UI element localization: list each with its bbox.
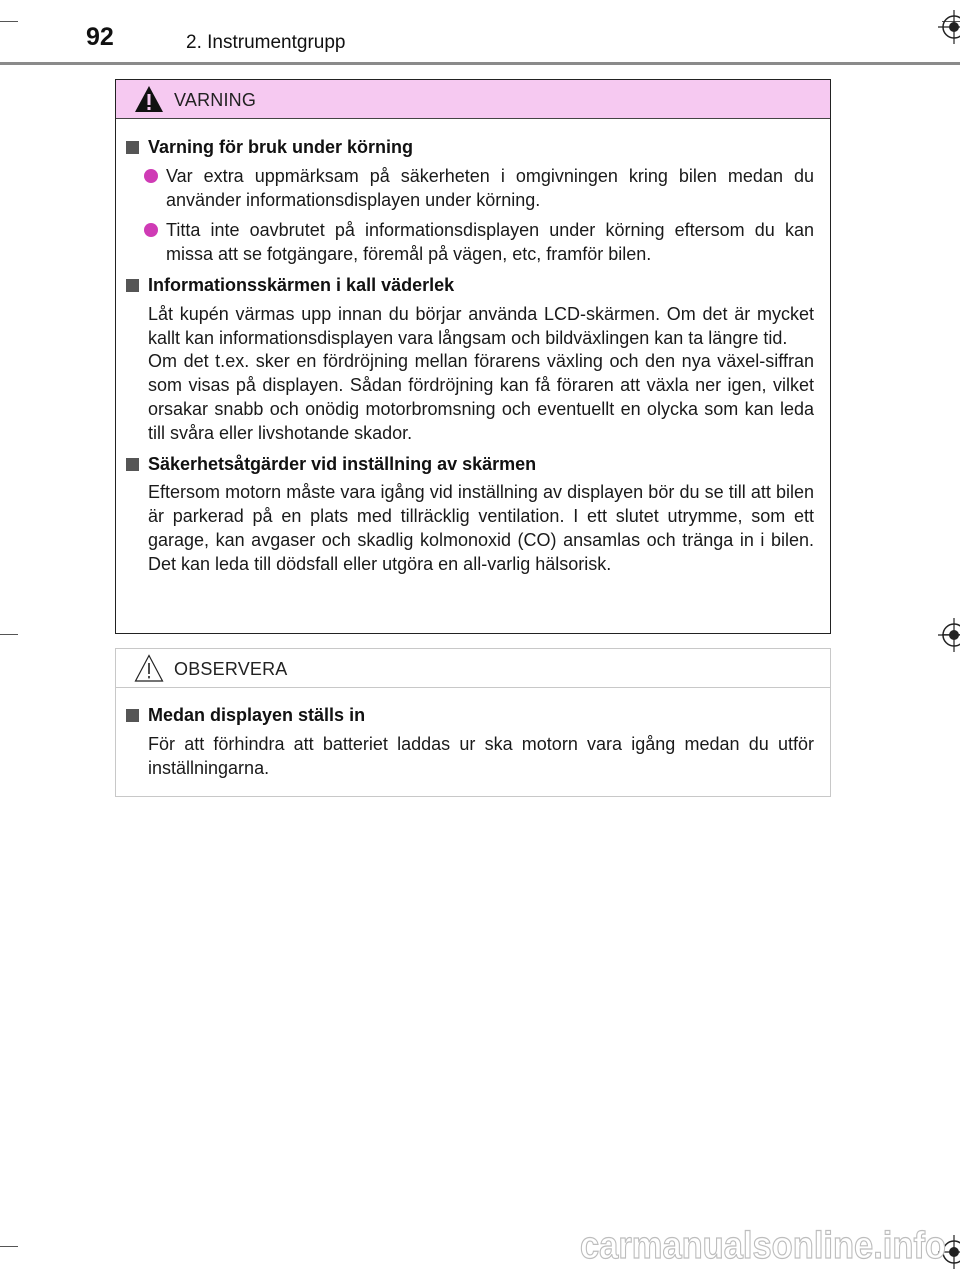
warning-header <box>116 80 830 119</box>
caution-triangle-icon <box>134 654 164 682</box>
paragraph-text: Om det t.ex. sker en fördröjning mellan förarens växling och den nya växel-siffran som visas på displayen. Sådan fördröjning kan få föraren att växla ner igen, vilket orsakar snabb och onödig motorbromsning och eventuellt en olycka som kan leda till svåra eller livshotande skador. <box>148 351 814 443</box>
watermark-text: carmanualsonline.info <box>580 1225 946 1267</box>
paragraph-text: För att förhindra att batteriet laddas ur ska motorn vara igång medan du utför inställningarna. <box>148 733 814 778</box>
header-rule <box>0 62 960 65</box>
crop-mark <box>0 21 18 22</box>
warning-label: VARNING <box>174 90 257 110</box>
crop-mark <box>0 634 18 635</box>
paragraph-text: Låt kupén värmas upp innan du börjar använda LCD-skärmen. Om det är mycket kallt kan informationsdisplayen vara långsam och bildväxlingen kan ta längre tid. <box>148 303 814 348</box>
caution-label: OBSERVERA <box>174 659 288 679</box>
warning-body <box>116 136 830 577</box>
section-heading: Säkerhetsåtgärder vid inställning av skärmen <box>124 453 814 477</box>
section-paragraph <box>124 733 814 781</box>
circle-bullet-icon <box>144 169 158 183</box>
section-paragraph <box>124 303 814 446</box>
square-bullet-icon <box>126 279 139 292</box>
square-bullet-icon <box>126 141 139 154</box>
circle-bullet-icon <box>144 223 158 237</box>
bullet-item: Var extra uppmärksam på säkerheten i omgivningen kring bilen medan du använder informationsdisplayen under körning. <box>124 165 814 213</box>
section-paragraph <box>124 481 814 576</box>
page-header <box>0 0 960 66</box>
watermark <box>578 1222 950 1268</box>
caution-body <box>116 704 830 780</box>
square-bullet-icon <box>126 458 139 471</box>
registration-mark-icon <box>934 616 960 654</box>
paragraph-text: Eftersom motorn måste vara igång vid inställning av displayen bör du se till att bilen är parkerad på en plats med tillräcklig ventilation. I ett slutet utrymme, som ett garage, kan avgaser och skadlig kolmonoxid (CO) ansamlas och tränga in i bilen. Det kan leda till dödsfall eller utgöra en all-varlig hälsorisk. <box>148 482 814 574</box>
section-heading: Medan displayen ställs in <box>124 704 814 728</box>
section-heading: Varning för bruk under körning <box>124 136 814 160</box>
registration-mark-icon <box>934 8 960 46</box>
caution-header <box>116 649 830 688</box>
caution-box <box>115 648 831 797</box>
section-heading: Informationsskärmen i kall väderlek <box>124 274 814 298</box>
bullet-item: Titta inte oavbrutet på informationsdisplayen under körning eftersom du kan missa att se fotgängare, föremål på vägen, etc, framför bilen. <box>124 219 814 267</box>
crop-mark <box>0 1246 18 1247</box>
warning-box <box>115 79 831 634</box>
page-number: 92 <box>86 23 114 51</box>
square-bullet-icon <box>126 709 139 722</box>
section-title: 2. Instrumentgrupp <box>186 32 346 53</box>
warning-triangle-icon <box>134 85 164 113</box>
